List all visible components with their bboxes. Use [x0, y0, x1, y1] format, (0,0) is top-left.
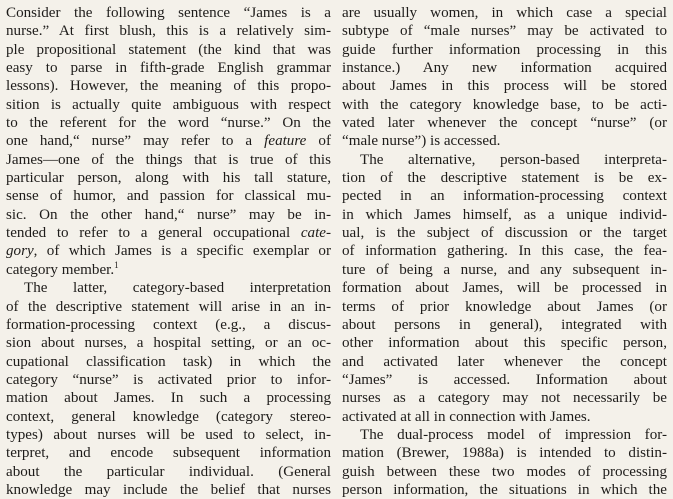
text-line: in which James himself, as a unique individ- — [342, 206, 667, 223]
text-line: sion about nurses, a hospital setting, or an oc- — [6, 335, 331, 352]
text-line: about persons in general), integrated with — [342, 316, 667, 333]
text-line: sition is actually quite ambiguous with respect — [6, 96, 331, 113]
text-line: and activated later whenever the concept — [342, 353, 667, 370]
text-line: to the referent for the word “nurse.” On the — [6, 115, 331, 132]
text-line: vated later whenever the concept “nurse” (or — [342, 115, 667, 132]
text-line: The alternative, person-based interpreta- — [360, 151, 667, 168]
text-line: about the particular individual. (General — [6, 463, 331, 480]
italic-term: cate- — [300, 225, 331, 242]
text-line: ture of being a nurse, and any subsequent in- — [342, 261, 667, 278]
text-segment: category member. — [6, 261, 115, 278]
text-line: mation about James. In such a processing — [6, 390, 331, 407]
text-segment: tended to refer to a general occupational — [6, 225, 301, 242]
text-line: ple propositional statement (the kind that was — [6, 41, 331, 58]
text-line: “male nurse”) is accessed. — [342, 133, 501, 150]
text-segment: one hand,“ nurse” may refer to a — [6, 133, 265, 150]
text-line: formation-processing context (e.g., a discus- — [6, 316, 331, 333]
text-line: mation (Brewer, 1988a) is intended to distin- — [342, 445, 667, 462]
text-line: Consider the following sentence “James is a — [6, 5, 331, 21]
text-line: context, general knowledge (category stereo- — [6, 408, 331, 425]
right-column — [342, 4, 667, 499]
text-line: guide further information processing in this — [342, 41, 667, 58]
text-line: instance.) Any new information acquired — [342, 60, 667, 77]
text-line: The latter, category-based interpretation — [24, 280, 331, 297]
text-line-mixed — [6, 242, 331, 260]
text-line: particular person, along with his tall stature, — [6, 170, 331, 187]
text-line: James—one of the things that is true of this — [6, 151, 331, 168]
left-column — [6, 4, 331, 499]
text-line: easy to parse in fifth-grade English grammar — [6, 60, 331, 77]
text-line: “James” is accessed. Information about — [342, 371, 667, 388]
text-line: ual, is the subject of discussion or the target — [342, 225, 667, 242]
text-line: types) about nurses will be used to select, in- — [6, 426, 331, 443]
text-line: knowledge may include the belief that nurses — [6, 481, 331, 498]
text-line: pected in an information-processing context — [342, 188, 667, 205]
text-line: tion of the descriptive statement is be ex- — [342, 170, 667, 187]
italic-term: feature — [264, 133, 307, 150]
text-line: sense of humor, and passion for classical mu- — [6, 188, 331, 205]
text-line: of the descriptive statement will arise in an in- — [6, 298, 331, 315]
text-line-mixed — [6, 132, 331, 150]
text-line: person information, the situations in which the — [342, 481, 667, 498]
text-segment: of — [306, 133, 331, 150]
text-line: sic. On the other hand,“ nurse” may be in- — [6, 206, 331, 223]
text-line: activated at all in connection with James. — [342, 408, 591, 425]
text-line: guish between these two modes of processing — [342, 463, 667, 480]
italic-term: gory — [6, 243, 34, 260]
text-line: lessons). However, the meaning of this propo- — [6, 78, 331, 95]
text-segment: , of which James is a specific exemplar or — [33, 243, 331, 260]
text-line: cupational classification task) in which the — [6, 353, 331, 370]
text-line: with the category knowledge base, to be acti- — [342, 96, 667, 113]
text-line: terpret, and encode subsequent information — [6, 445, 331, 462]
text-line: are usually women, in which case a special — [342, 5, 667, 21]
text-line: terms of prior knowledge about James (or — [342, 298, 667, 315]
text-line: formation about James, will be processed in — [342, 280, 667, 297]
text-line: nurses as a category may not necessarily be — [342, 390, 667, 407]
footnote-marker[interactable]: 1 — [114, 259, 119, 270]
text-line: category “nurse” is activated prior to infor- — [6, 371, 331, 388]
text-line-mixed — [6, 224, 331, 242]
text-line: subtype of “male nurses” may be activated to — [342, 23, 667, 40]
text-line: about James in this process will be stored — [342, 78, 667, 95]
text-line: other information about this specific person, — [342, 335, 667, 352]
text-line: of information gathering. In this case, the fea- — [342, 243, 667, 260]
text-line: nurse.” At first blush, this is a relatively sim- — [6, 23, 331, 40]
text-line: The dual-process model of impression for- — [360, 426, 667, 443]
text-line-mixed — [6, 261, 331, 279]
